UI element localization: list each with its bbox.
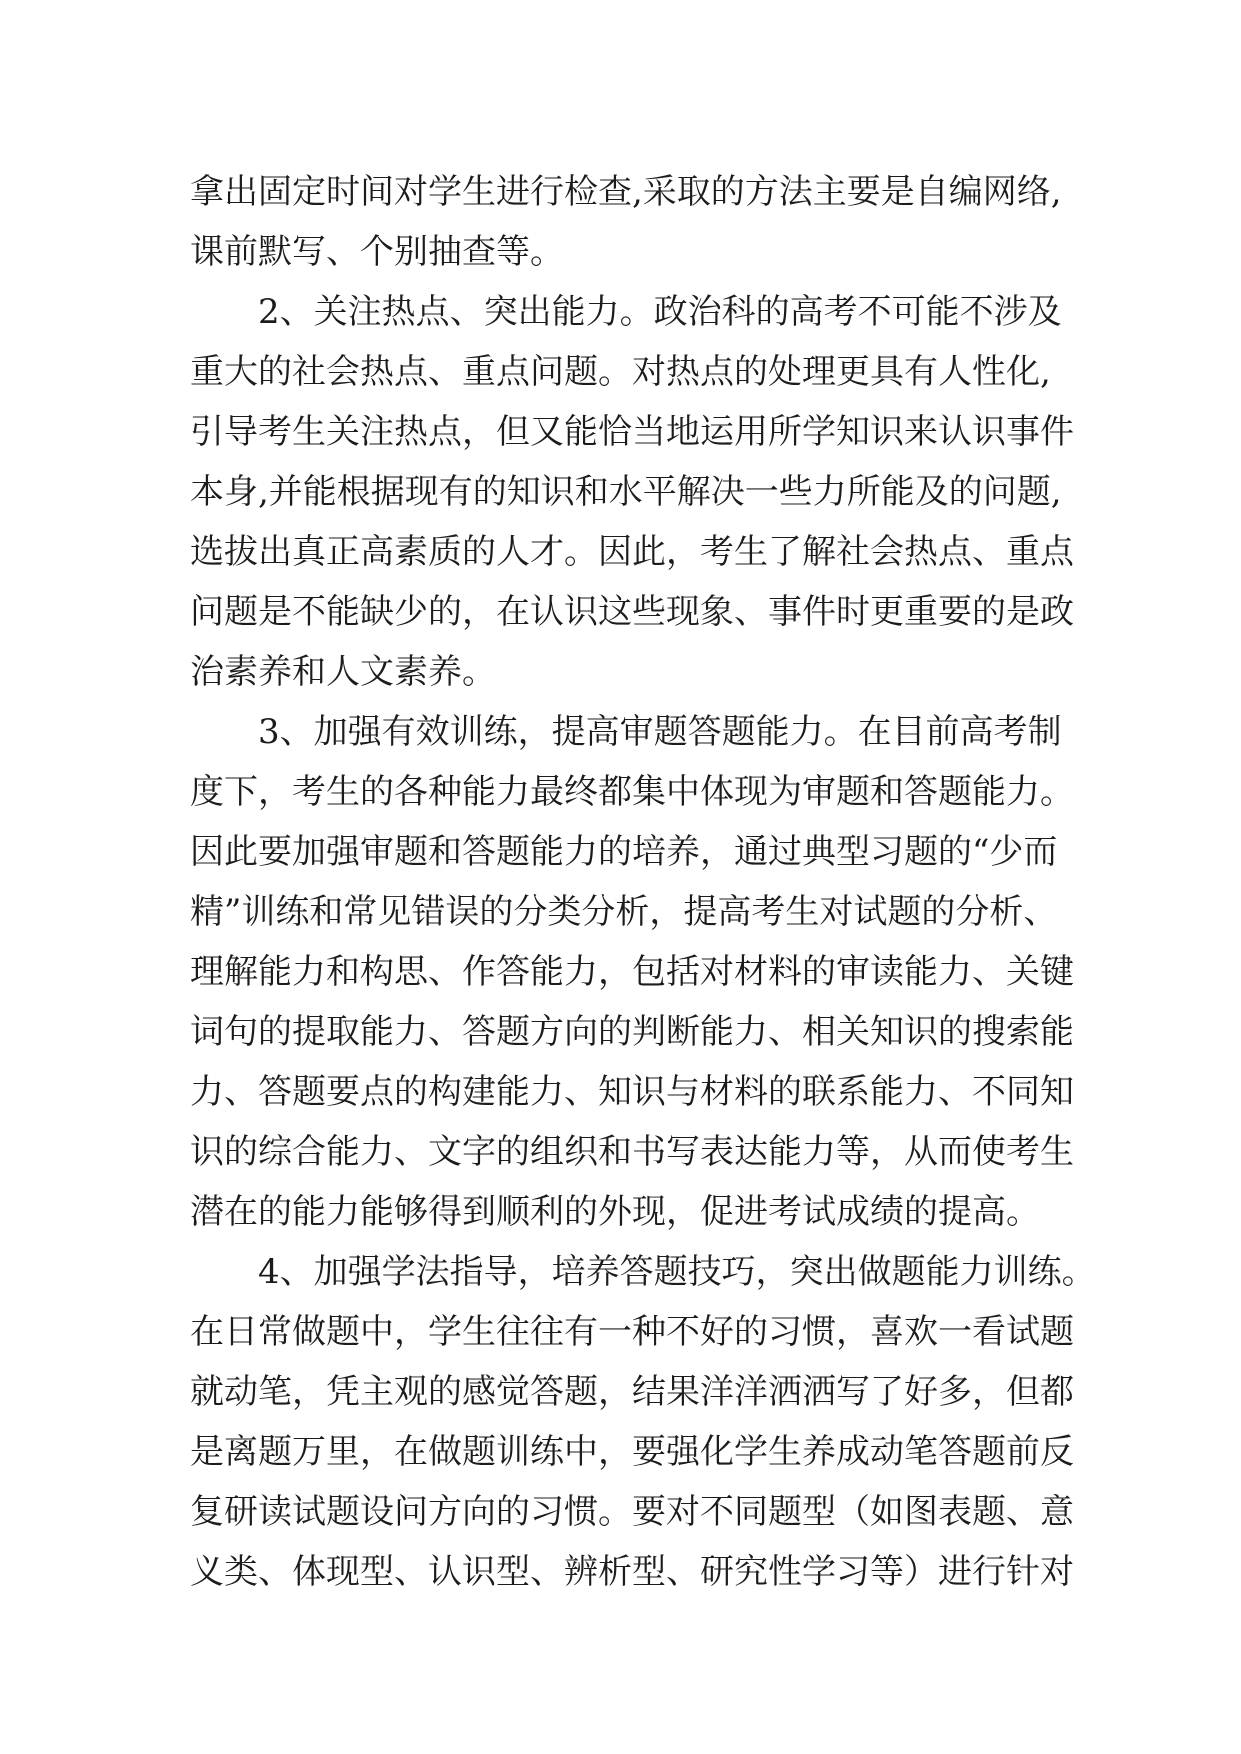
text-line: 4、加强学法指导，培养答题技巧，突出做题能力训练。 [258, 1252, 1096, 1292]
text-line: 精”训练和常见错误的分类分析，提高考生对试题的分析、 [190, 892, 1058, 932]
text-line: 选拔出真正高素质的人才。因此，考生了解社会热点、重点 [190, 532, 1074, 572]
paragraph-3 [190, 702, 1074, 1242]
text-line: 问题是不能缺少的，在认识这些现象、事件时更重要的是政 [190, 592, 1074, 632]
body-text [190, 162, 1096, 1602]
text-line: 理解能力和构思、作答能力，包括对材料的审读能力、关键 [190, 952, 1074, 992]
paragraph-4 [190, 1242, 1096, 1602]
text-line: 词句的提取能力、答题方向的判断能力、相关知识的搜索能 [190, 1012, 1074, 1052]
text-line: 引导考生关注热点，但又能恰当地运用所学知识来认识事件 [190, 412, 1074, 452]
text-line: 在日常做题中，学生往往有一种不好的习惯，喜欢一看试题 [190, 1312, 1074, 1352]
text-line: 重大的社会热点、重点问题。对热点的处理更具有人性化, [190, 352, 1051, 392]
text-line: 治素养和人文素养。 [190, 652, 496, 692]
text-line: 度下，考生的各种能力最终都集中体现为审题和答题能力。 [190, 772, 1074, 812]
text-line: 力、答题要点的构建能力、知识与材料的联系能力、不同知 [190, 1072, 1074, 1112]
paragraph-2 [190, 282, 1074, 702]
text-line: 复研读试题设问方向的习惯。要对不同题型（如图表题、意 [190, 1492, 1074, 1532]
text-line: 3、加强有效训练，提高审题答题能力。在目前高考制 [258, 712, 1062, 752]
text-line: 本身,并能根据现有的知识和水平解决一些力所能及的问题, [190, 472, 1062, 512]
text-line: 是离题万里，在做题训练中，要强化学生养成动笔答题前反 [190, 1432, 1074, 1472]
text-line: 2、关注热点、突出能力。政治科的高考不可能不涉及 [258, 292, 1062, 332]
text-line: 潜在的能力能够得到顺利的外现，促进考试成绩的提高。 [190, 1192, 1040, 1232]
text-line: 识的综合能力、文字的组织和书写表达能力等，从而使考生 [190, 1132, 1074, 1172]
text-line: 义类、体现型、认识型、辨析型、研究性学习等）进行针对 [190, 1552, 1074, 1592]
paragraph-1 [190, 162, 1060, 282]
text-line: 因此要加强审题和答题能力的培养，通过典型习题的“少而 [190, 832, 1058, 872]
text-line: 课前默写、个别抽查等。 [190, 232, 564, 272]
text-line: 就动笔，凭主观的感觉答题，结果洋洋洒洒写了好多，但都 [190, 1372, 1074, 1412]
text-line: 拿出固定时间对学生进行检查,采取的方法主要是自编网络, [190, 172, 1062, 212]
